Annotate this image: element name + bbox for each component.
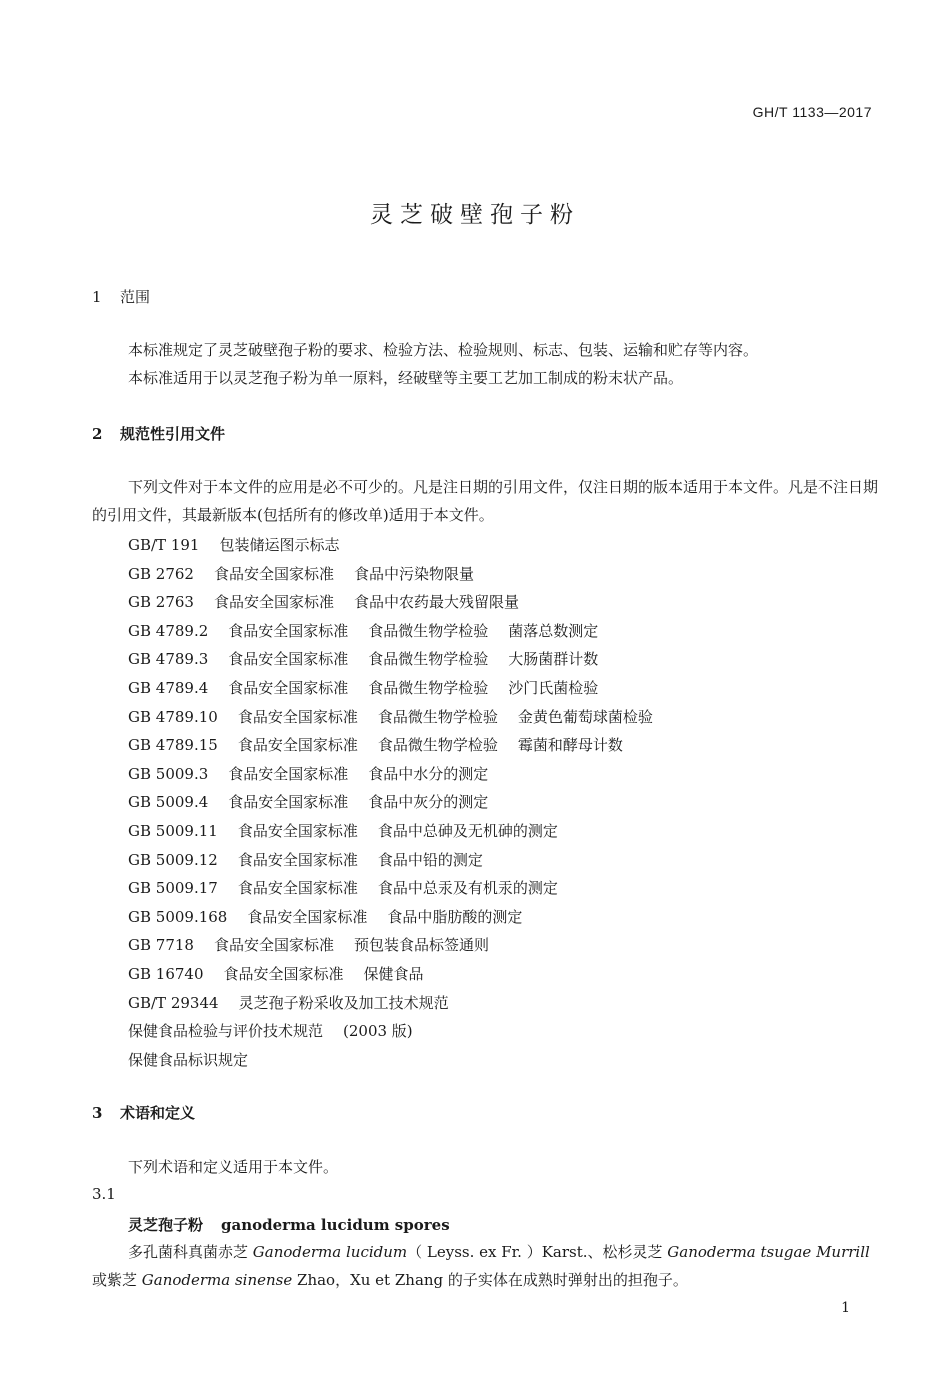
reference-title: 金黄色葡萄球菌检验 [517, 707, 653, 726]
reference-item [128, 849, 483, 870]
reference-code: GB 5009.3 [128, 764, 209, 783]
reference-title: 食品微生物学检验 [377, 707, 498, 726]
definition-text: 或紫芝 [92, 1271, 142, 1289]
paragraph: 本标准适用于以灵芝孢子粉为单一原料，经破壁等主要工艺加工制成的粉末状产品。 [128, 369, 684, 387]
reference-title: 食品微生物学检验 [368, 679, 489, 697]
reference-title: 食品安全国家标准 [223, 965, 344, 983]
reference-item [128, 591, 519, 612]
reference-title: 食品中水分的测定 [368, 764, 489, 783]
reference-code: GB 4789.15 [128, 736, 218, 755]
paragraph: 下列文件对于本文件的应用是必不可少的。凡是注日期的引用文件，仅注日期的版本适用于本文件。凡是不注日期的引用文件，其最新版本(包括所有的修改单)适用于本文件。 [92, 478, 879, 524]
reference-title: 预包装食品标签通则 [353, 936, 489, 955]
reference-item [128, 906, 522, 927]
reference-title: 食品安全国家标准 [228, 764, 349, 783]
reference-item [128, 648, 598, 669]
page-number: 1 [841, 1300, 850, 1316]
paragraph: 本标准规定了灵芝破壁孢子粉的要求、检验方法、检验规则、标志、包装、运输和贮存等内容。 [128, 341, 759, 359]
section-number: 2 [92, 425, 103, 443]
section-title: 术语和定义 [120, 1104, 196, 1122]
section-2-heading [92, 423, 225, 444]
reference-title: 食品安全国家标准 [213, 936, 334, 955]
reference-item [128, 534, 339, 555]
reference-title: 保健食品 [363, 965, 424, 983]
reference-title: 食品中铅的测定 [377, 850, 483, 869]
reference-title: 食品中脂肪酸的测定 [387, 907, 523, 926]
reference-item [128, 734, 623, 755]
document-title: 灵芝破壁孢子粉 [370, 202, 580, 228]
reference-title: 大肠菌群计数 [508, 650, 599, 669]
reference-title: 食品微生物学检验 [377, 736, 498, 755]
reference-item [128, 877, 558, 898]
reference-title: 食品安全国家标准 [228, 621, 349, 640]
standard-code: GH/T 1133—2017 [752, 104, 872, 120]
term-entry [128, 1214, 450, 1235]
reference-title: 食品安全国家标准 [228, 650, 349, 669]
term-number: 3.1 [92, 1185, 116, 1203]
reference-item [128, 963, 424, 984]
reference-title: 食品安全国家标准 [237, 850, 358, 869]
reference-item [128, 677, 598, 698]
reference-title: 食品安全国家标准 [237, 707, 358, 726]
reference-title: 食品微生物学检验 [368, 650, 489, 669]
reference-title: 食品微生物学检验 [368, 621, 489, 640]
reference-title: (2003 版) [343, 1022, 413, 1041]
reference-item [128, 934, 489, 955]
reference-title: 灵芝孢子粉采收及加工技术规范 [238, 993, 449, 1012]
reference-item [128, 992, 449, 1013]
reference-title: 食品中总砷及无机砷的测定 [377, 822, 558, 840]
section-1-heading [92, 286, 150, 307]
reference-item [128, 1049, 248, 1070]
reference-code: GB 4789.10 [128, 707, 218, 726]
reference-item [128, 763, 488, 784]
reference-code: GB 16740 [128, 965, 204, 983]
paragraph: 下列术语和定义适用于本文件。 [128, 1158, 339, 1176]
definition-text: Zhao，Xu et Zhang 的子实体在成熟时弹射出的担孢子。 [292, 1271, 688, 1289]
reference-title: 食品安全国家标准 [228, 679, 349, 697]
term-en: ganoderma lucidum spores [221, 1216, 450, 1234]
reference-title: 包装储运图示标志 [219, 536, 340, 554]
reference-item [128, 820, 558, 841]
reference-title: 菌落总数测定 [508, 621, 599, 640]
reference-code: GB 5009.168 [128, 907, 228, 926]
section-title: 规范性引用文件 [120, 425, 226, 443]
reference-title: 食品安全国家标准 [213, 593, 334, 612]
reference-code: 保健食品标识规定 [128, 1050, 249, 1069]
reference-item [128, 563, 474, 584]
section-3-heading [92, 1102, 195, 1123]
reference-title: 沙门氏菌检验 [508, 679, 599, 697]
reference-code: GB/T 191 [128, 536, 200, 554]
reference-title: 食品安全国家标准 [228, 793, 349, 812]
reference-title: 食品安全国家标准 [213, 564, 334, 583]
reference-item [128, 791, 488, 812]
reference-code: GB 4789.2 [128, 621, 209, 640]
reference-code: GB 5009.11 [128, 822, 218, 840]
reference-title: 食品中总汞及有机汞的测定 [377, 879, 558, 898]
species-name: Ganoderma tsugae Murrill [667, 1243, 870, 1261]
term-zh: 灵芝孢子粉 [128, 1216, 204, 1234]
reference-title: 食品安全国家标准 [247, 907, 368, 926]
reference-title: 食品中农药最大残留限量 [353, 593, 519, 612]
species-name: Ganoderma lucidum [252, 1243, 408, 1261]
section-number: 1 [92, 288, 102, 306]
reference-code: GB 5009.17 [128, 879, 218, 898]
term-definition [92, 1238, 882, 1294]
reference-item [128, 620, 598, 641]
reference-code: GB 5009.12 [128, 850, 218, 869]
definition-text: （ Leyss. ex Fr. ）Karst.、松杉灵芝 [407, 1243, 668, 1261]
reference-code: GB/T 29344 [128, 993, 219, 1012]
reference-item [128, 706, 653, 727]
reference-code: GB 2762 [128, 564, 194, 583]
reference-title: 霉菌和酵母计数 [517, 736, 623, 755]
reference-title: 食品安全国家标准 [237, 822, 358, 840]
species-name: Ganoderma sinense [141, 1271, 293, 1289]
reference-code: GB 5009.4 [128, 793, 209, 812]
reference-title: 食品中污染物限量 [353, 564, 474, 583]
reference-code: GB 4789.4 [128, 679, 209, 697]
section-number: 3 [92, 1104, 103, 1122]
section-title: 范围 [120, 288, 151, 306]
reference-code: GB 2763 [128, 593, 194, 612]
reference-title: 食品安全国家标准 [237, 879, 358, 898]
reference-code: GB 7718 [128, 936, 194, 955]
definition-text: 多孔菌科真菌赤芝 [128, 1243, 253, 1261]
reference-title: 食品中灰分的测定 [368, 793, 489, 812]
reference-title: 食品安全国家标准 [237, 736, 358, 755]
reference-code: 保健食品检验与评价技术规范 [128, 1022, 324, 1041]
reference-code: GB 4789.3 [128, 650, 209, 669]
reference-item [128, 1020, 413, 1041]
